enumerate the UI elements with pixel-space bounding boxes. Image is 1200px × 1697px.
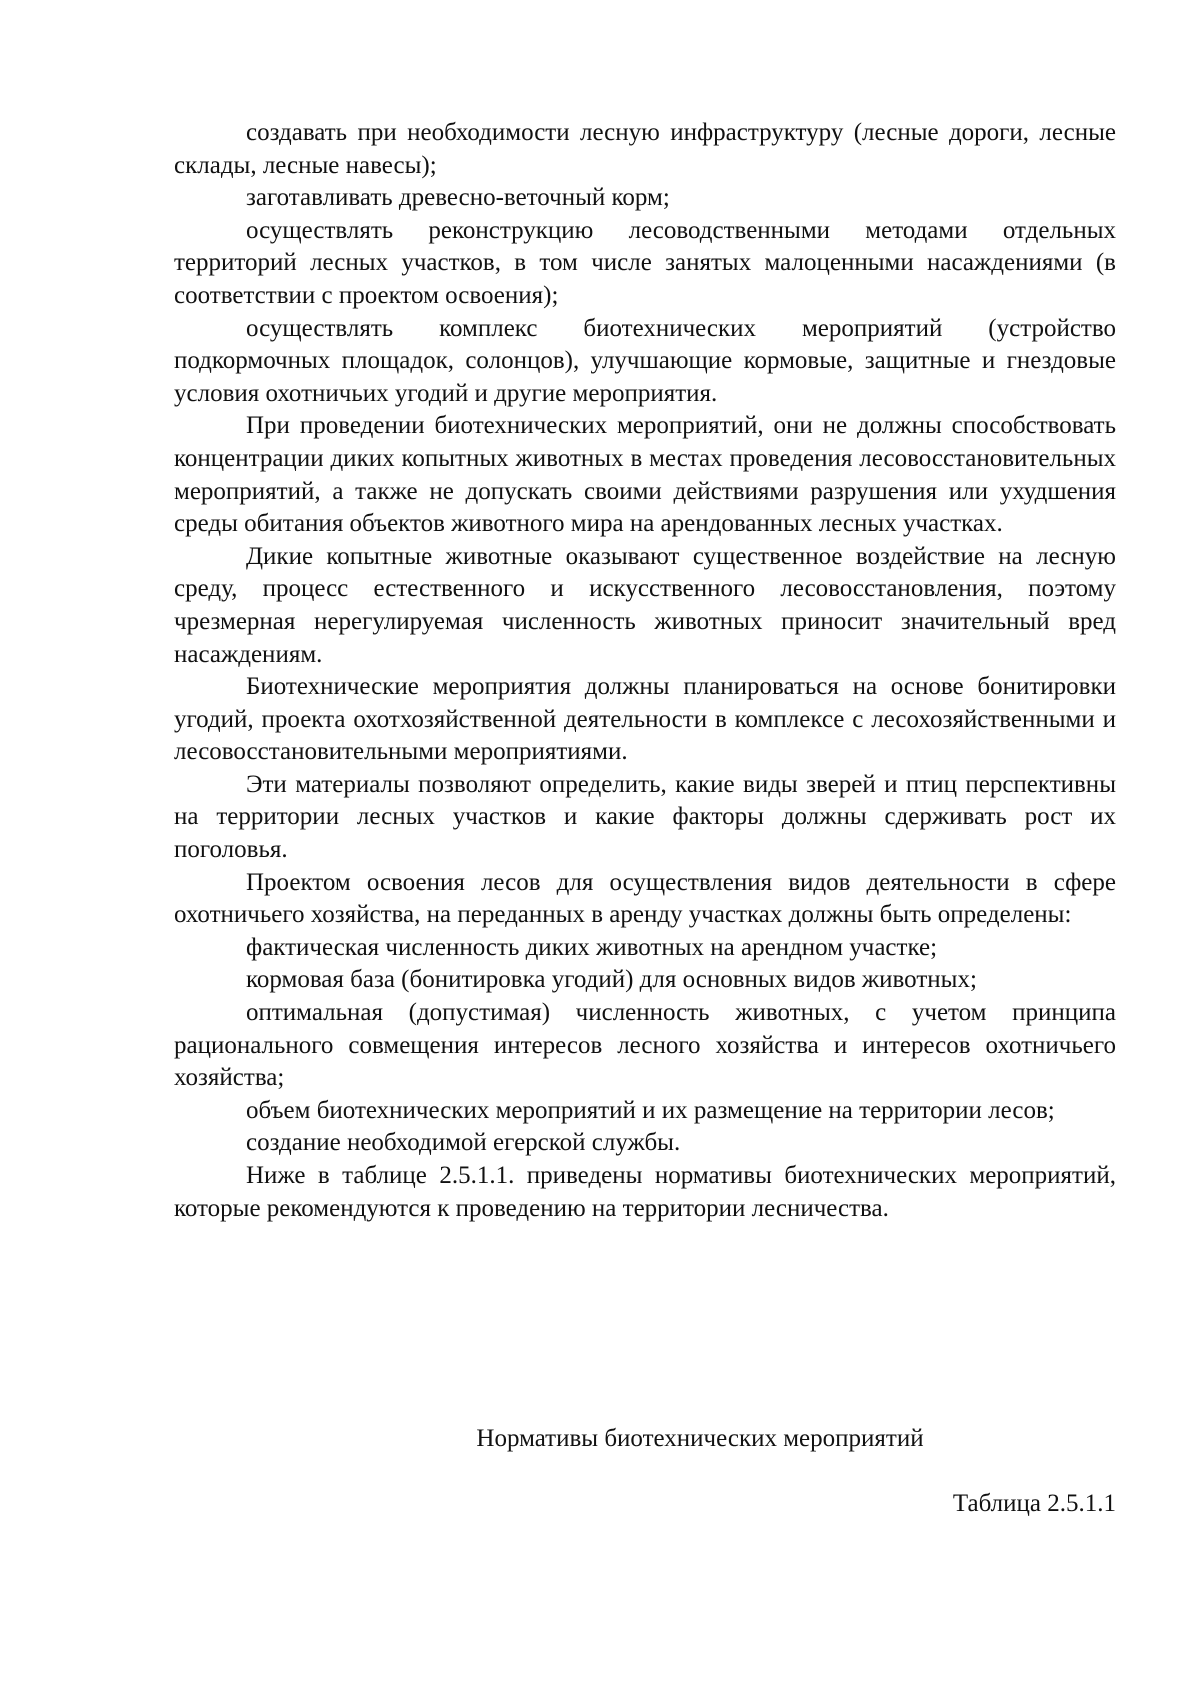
paragraph: кормовая база (бонитировка угодий) для основных видов животных;: [246, 966, 977, 994]
paragraph: Ниже в таблице 2.5.1.1. приведены нормативы биотехнических мероприятий, которые рекомендуются к проведению на территории лесничества.: [174, 1162, 1116, 1222]
paragraph: Проектом освоения лесов для осуществления видов деятельности в сфере охотничьего хозяйства, на переданных в аренду участках должны быть определены:: [174, 868, 1116, 929]
paragraph: оптимальная (допустимая) численность животных, с учетом принципа рационального совмещения интересов лесного хозяйства и интересов охотничьего хозяйства;: [174, 999, 1116, 1092]
paragraph: объем биотехнических мероприятий и их размещение на территории лесов;: [246, 1096, 1055, 1124]
paragraph: Дикие копытные животные оказывают существенное воздействие на лесную среду, процесс естественного и искусственного лесовосстановления, поэтому чрезмерная нерегулируемая численность животных приносит значительный вред насаждениям.: [174, 542, 1116, 668]
paragraph: заготавливать древесно-веточный корм;: [246, 184, 670, 212]
paragraph: осуществлять реконструкцию лесоводственными методами отдельных территорий лесных участков, в том числе занятых малоценными насаждениями (в соответствии с проектом освоения);: [174, 216, 1116, 309]
paragraph: фактическая численность диких животных на арендном участке;: [246, 933, 938, 961]
paragraph: создавать при необходимости лесную инфраструктуру (лесные дороги, лесные склады, лесные навесы);: [174, 119, 1116, 179]
paragraph: Эти материалы позволяют определить, какие виды зверей и птиц перспективны на территории лесных участков и какие факторы должны сдерживать рост их поголовья.: [174, 770, 1116, 864]
table-caption: Нормативы биотехнических мероприятий: [476, 1425, 924, 1452]
paragraph: Биотехнические мероприятия должны планироваться на основе бонитировки угодий, проекта охотхозяйственной деятельности в комплексе с лесохозяйственными и лесовосстановительными мероприятиями.: [174, 673, 1116, 766]
table-number: Таблица 2.5.1.1: [952, 1490, 1116, 1517]
paragraph: осуществлять комплекс биотехнических мероприятий (устройство подкормочных площадок, солонцов), улучшающие кормовые, защитные и гнездовые условия охотничьих угодий и другие мероприятия.: [174, 314, 1116, 407]
paragraph: При проведении биотехнических мероприятий, они не должны способствовать концентрации диких копытных животных в местах проведения лесовосстановительных мероприятий, а также не допускать своими действиями разрушения или ухудшения среды обитания объектов животного мира на арендованных лесных участках.: [174, 412, 1116, 538]
body-text: [174, 117, 1116, 1225]
paragraph: создание необходимой егерской службы.: [246, 1129, 681, 1157]
